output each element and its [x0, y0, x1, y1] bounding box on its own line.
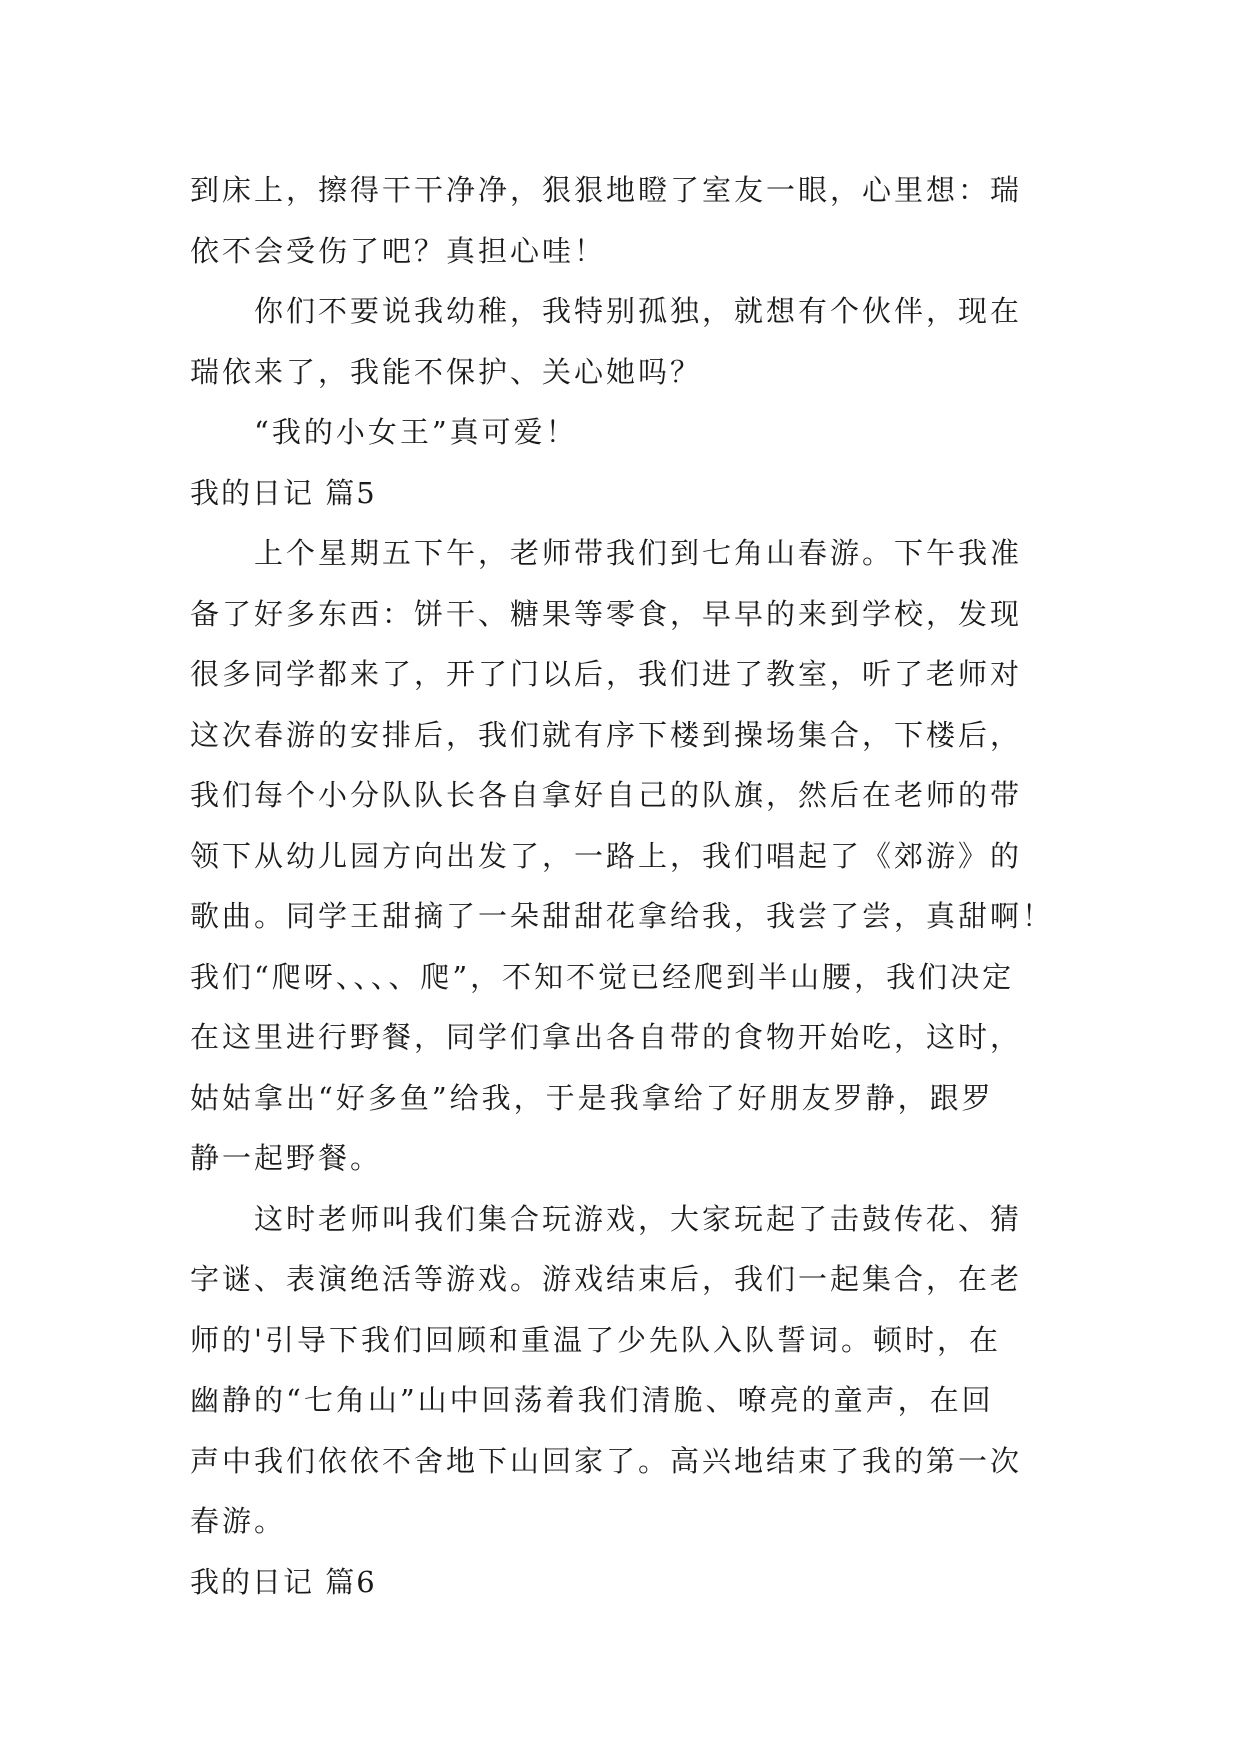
paragraph-start-line: 这时老师叫我们集合玩游戏，大家玩起了击鼓传花、猜: [254, 1201, 1023, 1236]
paragraph-start-line: 你们不要说我幼稚，我特别孤独，就想有个伙伴，现在: [254, 294, 1023, 328]
body-line: 歌曲。同学王甜摘了一朵甜甜花拿给我，我尝了尝，真甜啊！: [190, 899, 1055, 933]
body-line: 备了好多东西：饼干、糖果等零食，早早的来到学校，发现: [190, 596, 1023, 631]
body-line: 姑姑拿出“好多鱼”给我，于是我拿给了好朋友罗静，跟罗: [190, 1080, 994, 1115]
body-line: 我们“爬呀、、、、爬”，不知不觉已经爬到半山腰，我们决定: [190, 959, 1015, 994]
body-line: 我们每个小分队队长各自拿好自己的队旗，然后在老师的带: [190, 778, 1023, 812]
body-line: 字谜、表演绝活等游戏。游戏结束后，我们一起集合，在老: [190, 1262, 1023, 1296]
paragraph-start-line: 上个星期五下午，老师带我们到七角山春游。下午我准: [254, 536, 1023, 570]
body-line: 瑞依来了，我能不保护、关心她吗？: [190, 354, 703, 389]
body-line: 声中我们依依不舍地下山回家了。高兴地结束了我的第一次: [190, 1443, 1023, 1478]
body-line: 领下从幼儿园方向出发了，一路上，我们唱起了《郊游》的: [190, 838, 1023, 873]
paragraph-start-line: “我的小女王”真可爱！: [254, 415, 578, 449]
body-line: 静一起野餐。: [190, 1141, 383, 1175]
body-line: 在这里进行野餐，同学们拿出各自带的食物开始吃，这时，: [190, 1020, 1023, 1054]
body-line: 幽静的“七角山”山中回荡着我们清脆、嘹亮的童声，在回: [190, 1383, 994, 1417]
body-line: 很多同学都来了，开了门以后，我们进了教室，听了老师对: [190, 657, 1023, 691]
body-line: 这次春游的安排后，我们就有序下楼到操场集合，下楼后，: [190, 717, 1023, 752]
document-body: [190, 160, 1055, 1612]
section-heading-6: 我的日记 篇6: [190, 1564, 377, 1599]
body-line: 师的'引导下我们回顾和重温了少先队入队誓词。顿时，在: [190, 1322, 1001, 1357]
body-line: 依不会受伤了吧？真担心哇！: [190, 233, 607, 268]
section-heading-5: 我的日记 篇5: [190, 475, 377, 510]
body-line: 到床上，擦得干干净净，狠狠地瞪了室友一眼，心里想：瑞: [190, 173, 1023, 207]
body-line: 春游。: [190, 1504, 287, 1538]
